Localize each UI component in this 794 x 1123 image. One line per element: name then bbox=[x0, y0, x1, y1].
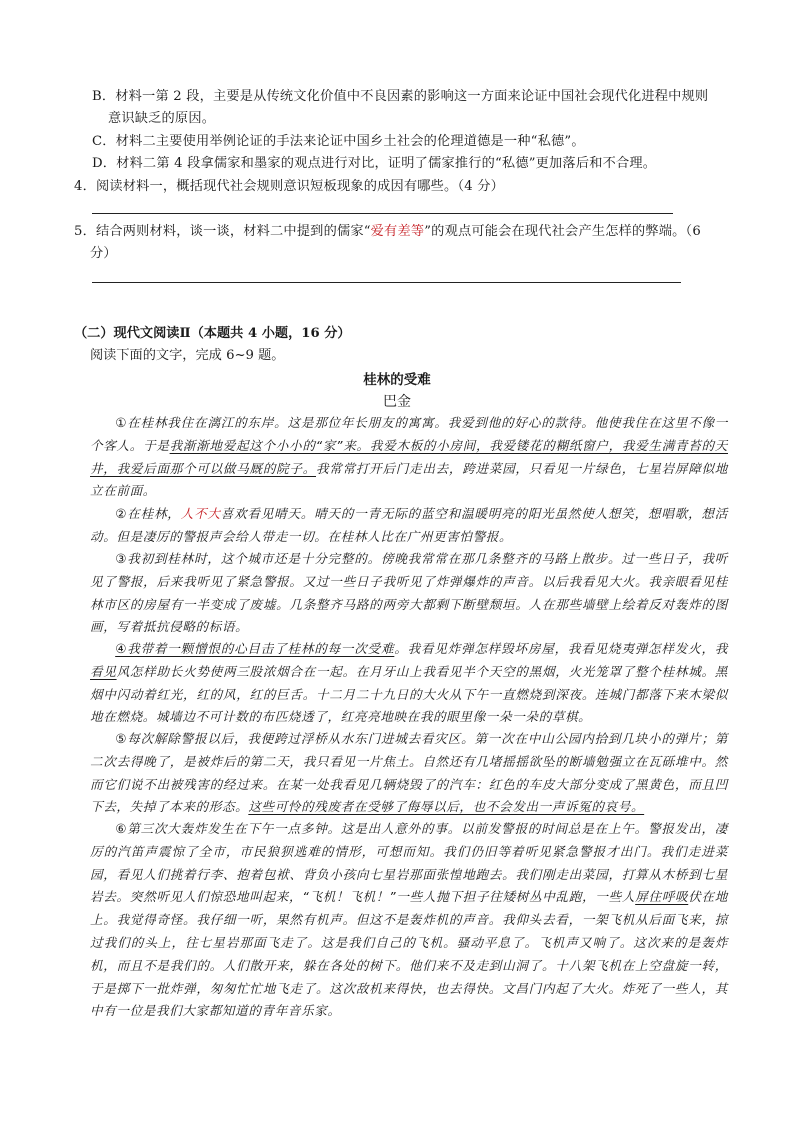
question-5 bbox=[74, 221, 744, 265]
article-title: 桂林的受难 bbox=[363, 372, 431, 388]
question-5-post: ”的观点可能会在现代社会产生怎样的弊端。（6 bbox=[424, 224, 701, 239]
option-b-line1: B．材料一第 2 段，主要是从传统文化价值中不良因素的影响这一方面来论证中国社会现代化进程中规则 bbox=[92, 89, 709, 104]
paragraph-4 bbox=[90, 638, 728, 729]
p4-underlined-1: ④我带着一颗憎恨的心目击了桂林的每一次受难 bbox=[115, 641, 395, 656]
article-author: 巴金 bbox=[383, 394, 411, 410]
section-intro: 阅读下面的文字，完成 6~9 题。 bbox=[90, 348, 285, 363]
p6-underlined: 屏住呼吸 bbox=[635, 889, 689, 905]
p6-text-a: ⑥第三次大轰炸发生在下午一点多钟。这是出人意外的事。以前发警报的时间总是在上午。警报发出，凄厉的汽笛声震惊了全市，市民狼狈逃难的情形，可想而知。我们仍旧等着听见紧急警报才出门。我们走进菜园，看见人们挑着行李、抱着包袱、背负小孩向七星岩那面张惶地跑去。我们刚走出菜园，打算从木桥到七星岩去。突然听见人们惊恐地叫起来，“飞机！飞机！”一些人抛下担子往矮树丛中乱跑，一些人 bbox=[90, 821, 728, 905]
p5-underlined: 这些可怜的残废者在受够了侮辱以后，也不会发出一声诉冤的哀号。 bbox=[248, 799, 645, 815]
option-c: C．材料二主要使用举例论证的手法来论证中国乡土社会的伦理道德是一种“私德”。 bbox=[92, 134, 585, 149]
option-b bbox=[92, 86, 742, 130]
p2-text-a: ②在桂林， bbox=[115, 506, 181, 521]
p2-text-b: 喜欢看见晴天。晴天的一青无际的蓝空和温暖明亮的阳光虽然使人想笑，想唱歌，想活动。但是凄厉的警报声会给人带走一切。在桂林人比在广州更害怕警报。 bbox=[90, 506, 728, 544]
p4-text-a: 。我看见炸弹怎样毁坏房屋，我看见烧夷弹怎样发火，我 bbox=[394, 641, 729, 656]
answer-line-q5[interactable] bbox=[92, 282, 681, 283]
p5-text-a: ⑤每次解除警报以后，我便跨过浮桥从水东门进城去看灾区。第一次在中山公园内拾到几块小的弹片；第二次去得晚了，是被炸后的第二天，我只看见一片焦土。自然还有几堵摇摇欲坠的断墙勉强立在瓦砾堆中。然而它们说不出被残害的经过来。在某一处我看见几辆烧毁了的汽车：红色的车皮大部分变成了黑黄色，而且凹下去，失掉了本来的形态。 bbox=[90, 731, 728, 815]
question-5-pre: 5．结合两则材料，谈一谈，材料二中提到的儒家“ bbox=[74, 224, 371, 239]
paragraph-2 bbox=[90, 503, 728, 549]
p4-underlined-2: 看见 bbox=[90, 663, 117, 679]
p1-underlined: 我渐渐地爱起这个小小的“家”来。我爱木板的小房间，我爱镂花的糊纸窗户，我爱生满青苔的天井，我爱后面那个可以做马厩的院子。 bbox=[90, 437, 728, 476]
p4-text-b: 风怎样助长火势使两三股浓烟合在一起。在月牙山上我看见半个天空的黑烟，火光笼罩了整个桂林城。黑烟中闪动着红光，红的风，红的巨舌。十二月二十九日的大火从下午一直燃烧到深夜。连城门都落下来木梁似地在燃烧。城墙边不可计数的布匹烧透了，红亮亮地映在我的眼里像一朵一朵的草棋。 bbox=[90, 663, 728, 725]
section-header: （二）现代文阅读Ⅱ（本题共 4 小题，16 分） bbox=[74, 326, 351, 341]
paragraph-3: ③我初到桂林时，这个城市还是十分完整的。傍晚我常常在那几条整齐的马路上散步。过一些日子，我听见了警报，后来我听见了紧急警报。又过一些日子我听见了炸弹爆炸的声音。以后我看见大火。我亲眼看见桂林市区的房屋有一半变成了废墟。几条整齐马路的两旁大都剩下断壁颓垣。人在那些墙壁上绘着反对轰炸的图画，写着抵抗侵略的标语。 bbox=[90, 551, 728, 635]
question-4: 4．阅读材料一，概括现代社会规则意识短板现象的成因有哪些。（4 分） bbox=[74, 179, 504, 194]
p1-text-a: ①在桂林我住在漓江的东岸。这是那位年长朋友的寓寓。我爱到他的好心的款待。他使我住在这里不像一个客人。于是 bbox=[90, 415, 728, 453]
p6-text-b: 伏在地上。我觉得奇怪。我仔细一听，果然有机声。但这不是轰炸机的声音。我仰头去看，一架飞机从后面飞来，掠过我们的头上，往七星岩那面飞走了。这是我们自己的飞机。骚动平息了。飞机声又响了。这次来的是轰炸机，而且不是我们的。人们散开来，躲在各处的树下。他们来不及走到山洞了。十八架飞机在上空盘旋一转，于是掷下一批炸弹，匆匆忙忙地飞走了。这次敌机来得快，也去得快。文昌门内起了大火。炸死了一些人，其中有一位是我们大家都知道的青年音乐家。 bbox=[90, 889, 728, 1019]
p1-text-b: 我常常打开后门走出去，跨进菜园，只看见一片绿色，七星岩屏障似地立在前面。 bbox=[90, 460, 728, 499]
question-5-highlight: 爱有差等 bbox=[370, 224, 425, 239]
paragraph-1 bbox=[90, 412, 728, 503]
option-d: D．材料二第 4 段拿儒家和墨家的观点进行对比，证明了儒家推行的“私德”更加落后和不合理。 bbox=[92, 156, 657, 171]
question-5-line2: 分） bbox=[90, 246, 117, 261]
paragraph-5 bbox=[90, 728, 728, 819]
answer-line-q4[interactable] bbox=[92, 213, 673, 214]
p2-highlight: 人不大 bbox=[180, 506, 221, 521]
paragraph-6 bbox=[90, 818, 728, 1023]
option-b-line2: 意识缺乏的原因。 bbox=[108, 111, 216, 126]
